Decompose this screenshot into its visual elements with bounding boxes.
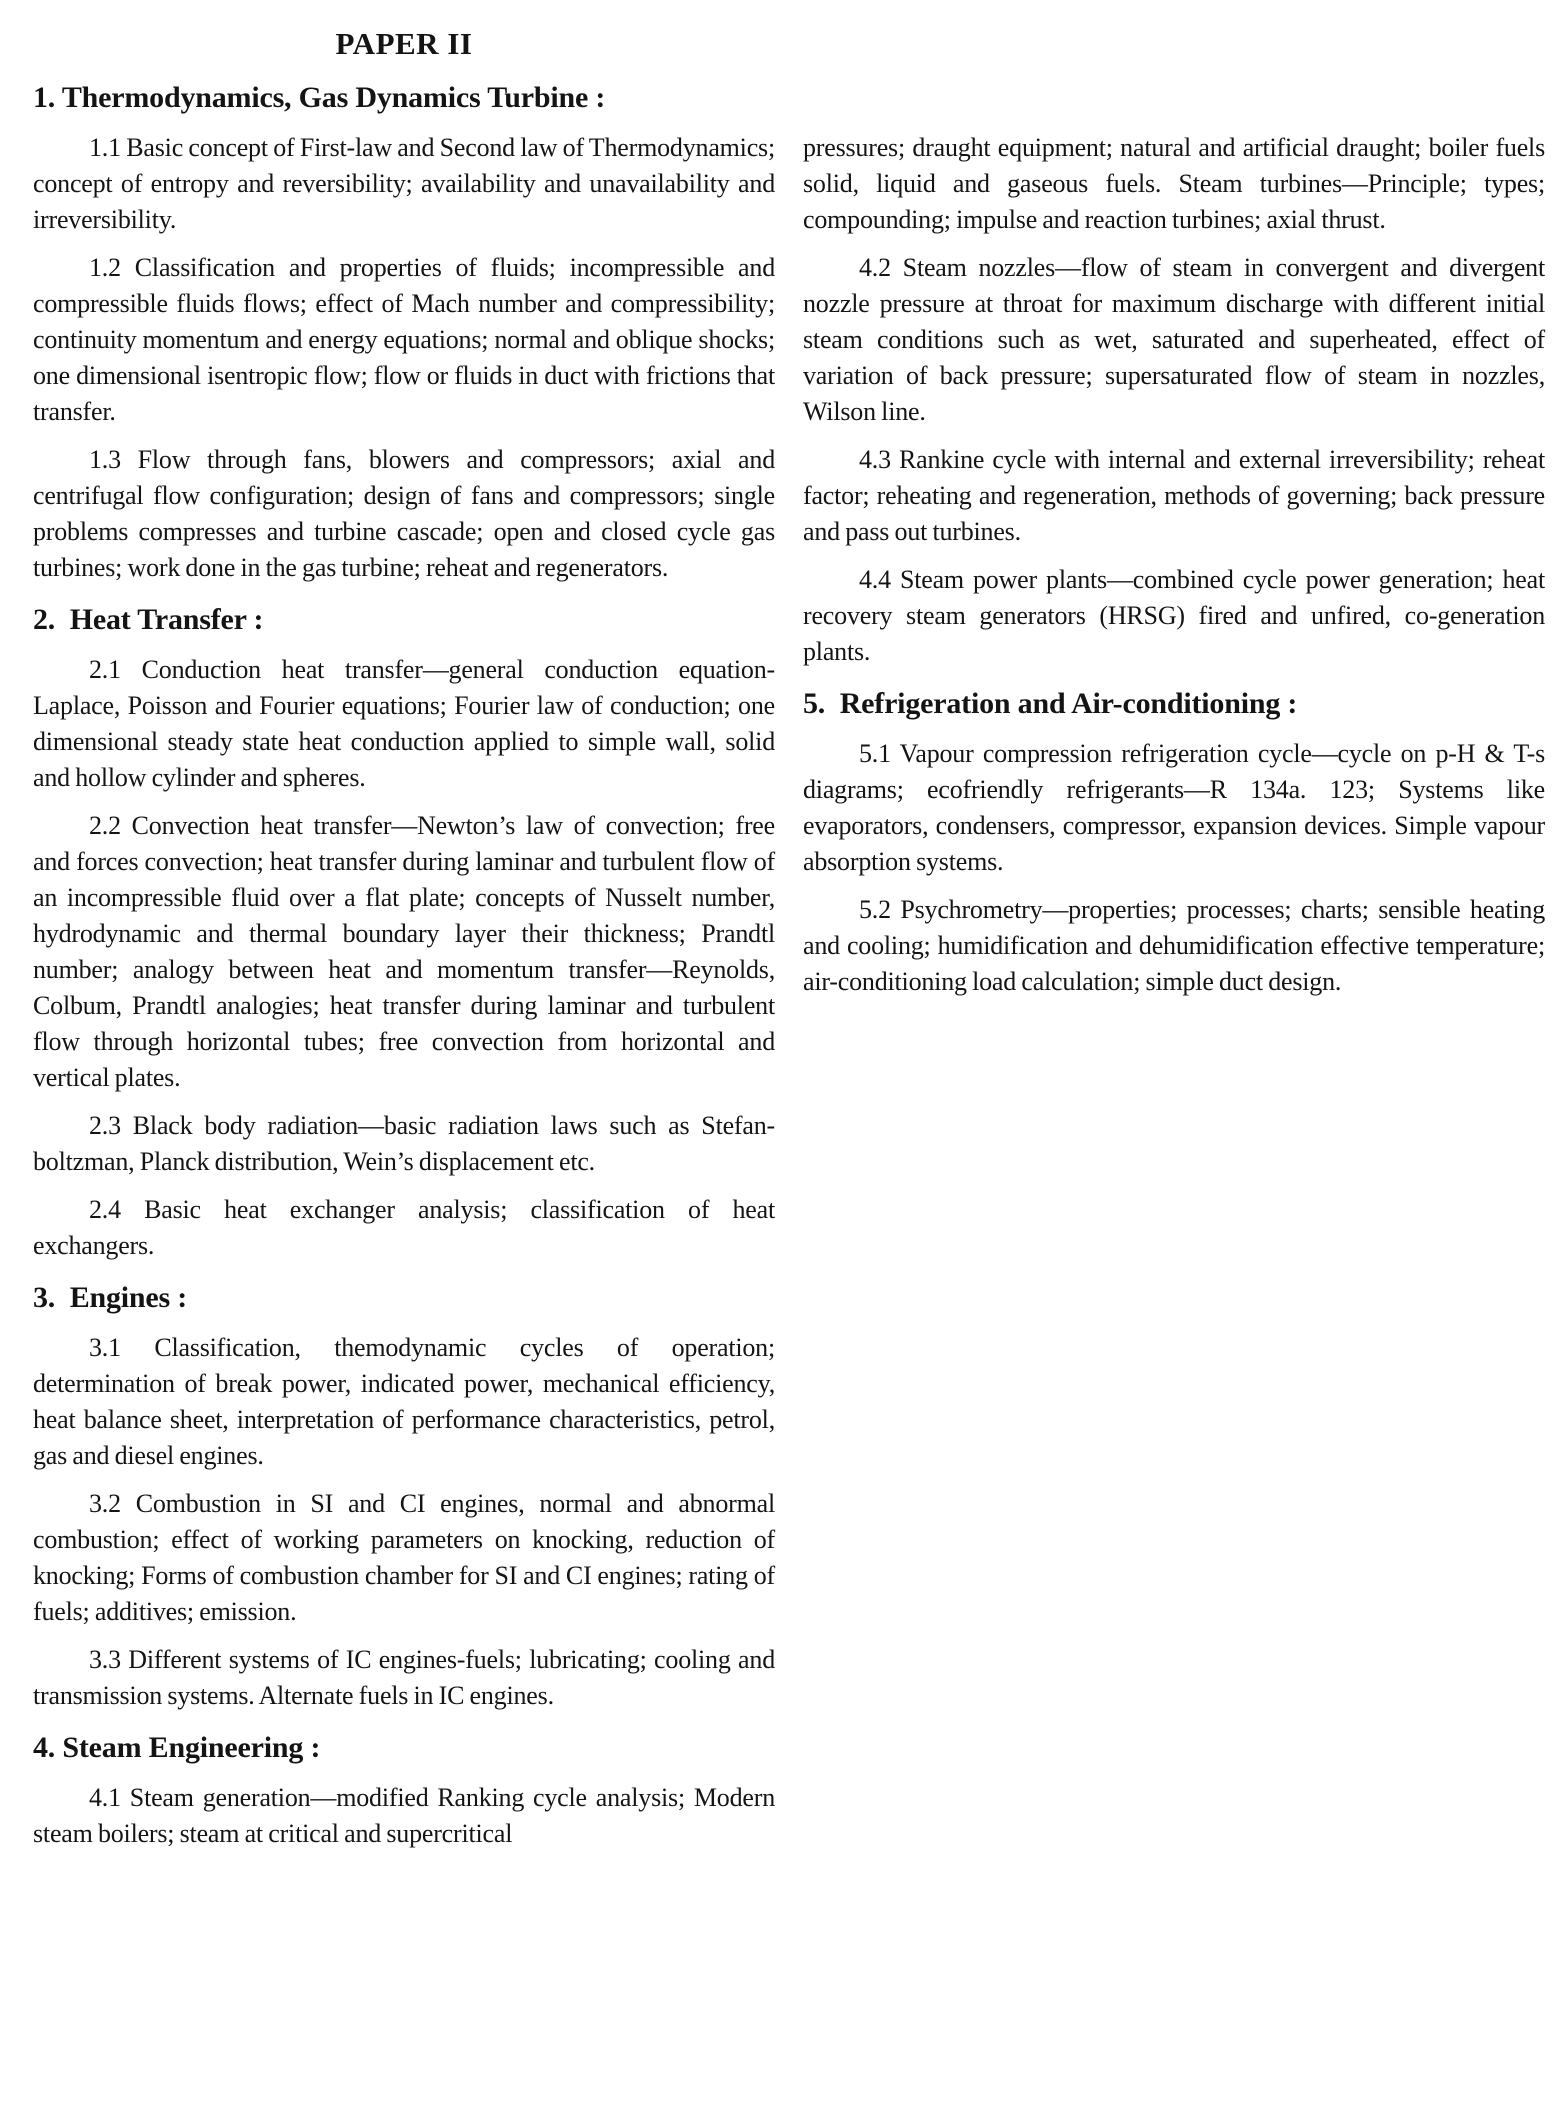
para-1-2: 1.2 Classification and properties of fluids; incompressible and compressible fluids flows; effect of Mach number and compressibility; continuity momentum and energy equations; normal and oblique shocks; one dimensional isentropic flow; flow or fluids in duct with frictions that transfer. [33, 253, 775, 426]
para-1-3: 1.3 Flow through fans, blowers and compressors; axial and centrifugal flow configuration; design of fans and compressors; single problems compresses and turbine cascade; open and closed cycle gas turbines; work done in the gas turbine; reheat and regenerators. [33, 445, 775, 582]
page-title: PAPER II [335, 26, 473, 61]
para-3-1: 3.1 Classification, themodynamic cycles of operation; determination of break power, indicated power, mechanical efficiency, heat balance sheet, interpretation of performance characteristics, petrol, gas and diesel engines. [33, 1333, 775, 1470]
para-2-1: 2.1 Conduction heat transfer—general conduction equation-Laplace, Poisson and Fourier equations; Fourier law of conduction; one dimensional steady state heat conduction applied to simple wall, solid and hollow cylinder and spheres. [33, 655, 775, 792]
para-1-1: 1.1 Basic concept of First-law and Second law of Thermodynamics; concept of entropy and reversibility; availability and unavailability and irreversibility. [33, 133, 775, 234]
para-5-2: 5.2 Psychrometry—properties; processes; charts; sensible heating and cooling; humidification and dehumidification effective temperature; air-conditioning load calculation; simple duct design. [803, 895, 1545, 996]
left-column [33, 0, 775, 1852]
para-2-2: 2.2 Convection heat transfer—Newton’s law of convection; free and forces convection; heat transfer during laminar and turbulent flow of an incompressible fluid over a flat plate; concepts of Nusselt number, hydrodynamic and thermal boundary layer their thickness; Prandtl number; analogy between heat and momentum transfer—Reynolds, Colbum, Prandtl analogies; heat transfer during laminar and turbulent flow through horizontal tubes; free convection from horizontal and vertical plates. [33, 811, 775, 1092]
para-4-2: 4.2 Steam nozzles—flow of steam in convergent and divergent nozzle pressure at throat for maximum discharge with different initial steam conditions such as wet, saturated and superheated, effect of variation of back pressure; supersaturated flow of steam in nozzles, Wilson line. [803, 253, 1545, 426]
para-4-3: 4.3 Rankine cycle with internal and external irreversibility; reheat factor; reheating and regeneration, methods of governing; back pressure and pass out turbines. [803, 445, 1545, 546]
heading-refrigeration-air-conditioning: 5. Refrigeration and Air-conditioning : [803, 687, 1298, 720]
para-4-1: 4.1 Steam generation—modified Ranking cycle analysis; Modern steam boilers; steam at critical and supercritical [33, 1783, 775, 1848]
para-4-1-continued: pressures; draught equipment; natural and artificial draught; boiler fuels solid, liquid and gaseous fuels. Steam turbines—Principle; types; compounding; impulse and reaction turbines; axial thrust. [803, 133, 1545, 234]
heading-heat-transfer: 2. Heat Transfer : [33, 603, 264, 636]
para-3-3: 3.3 Different systems of IC engines-fuels; lubricating; cooling and transmission systems. Alternate fuels in IC engines. [33, 1645, 775, 1710]
right-column [803, 0, 1545, 1852]
para-2-4: 2.4 Basic heat exchanger analysis; classification of heat exchangers. [33, 1195, 775, 1260]
heading-engines: 3. Engines : [33, 1281, 188, 1314]
para-2-3: 2.3 Black body radiation—basic radiation laws such as Stefan-boltzman, Planck distribution, Wein’s displacement etc. [33, 1111, 775, 1176]
heading-thermodynamics: 1. Thermodynamics, Gas Dynamics Turbine : [33, 81, 606, 114]
para-3-2: 3.2 Combustion in SI and CI engines, normal and abnormal combustion; effect of working parameters on knocking, reduction of knocking; Forms of combustion chamber for SI and CI engines; rating of fuels; additives; emission. [33, 1489, 775, 1626]
para-4-4: 4.4 Steam power plants—combined cycle power generation; heat recovery steam generators (HRSG) fired and unfired, co-generation plants. [803, 565, 1545, 666]
para-5-1: 5.1 Vapour compression refrigeration cycle—cycle on p-H & T-s diagrams; ecofriendly refrigerants—R 134a. 123; Systems like evaporators, condensers, compressor, expansion devices. Simple vapour absorption systems. [803, 739, 1545, 876]
heading-steam-engineering: 4. Steam Engineering : [33, 1731, 321, 1764]
